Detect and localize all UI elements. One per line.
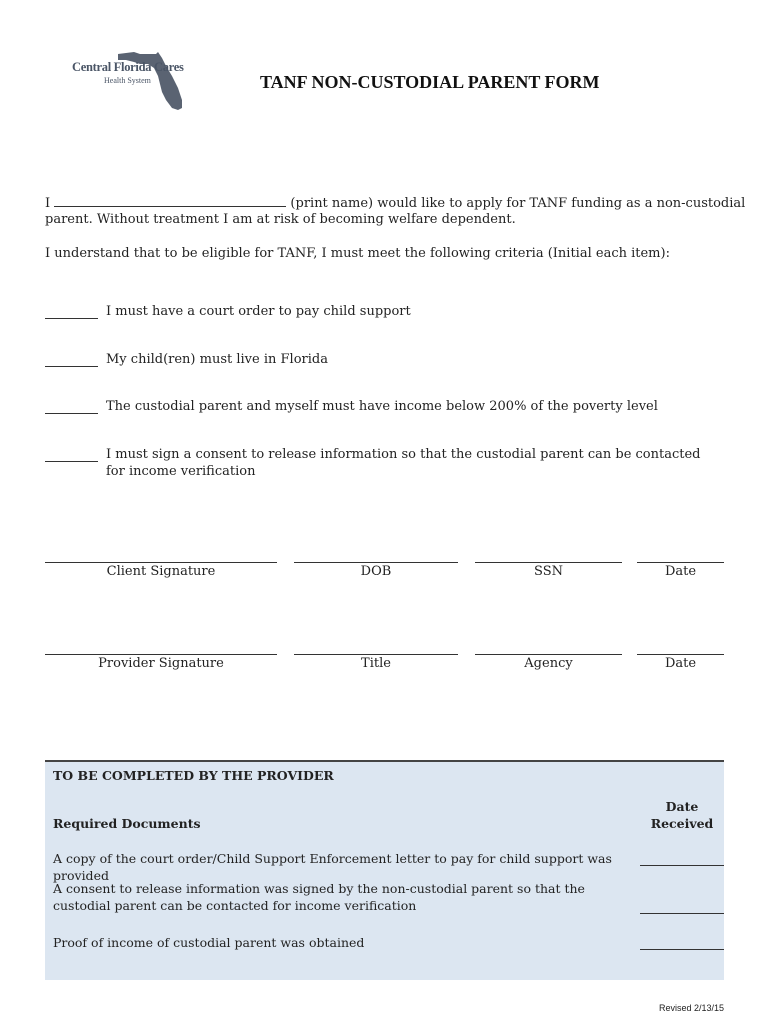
provider-date-field-1[interactable] — [640, 865, 724, 866]
criteria-item-4: I must sign a consent to release information so that the custodial parent can be contacted for income verification — [106, 447, 701, 479]
criteria-item-1: I must have a court order to pay child support — [106, 304, 411, 319]
intro-suffix: (print name) would like to apply for TANF funding as a non-custodial — [290, 196, 746, 211]
ssn-label: SSN — [534, 564, 563, 579]
ssn-line[interactable] — [475, 562, 622, 563]
client-signature-label: Client Signature — [106, 564, 216, 579]
client-signature-line[interactable] — [45, 562, 277, 563]
agency-line[interactable] — [475, 654, 622, 655]
provider-item-3: Proof of income of custodial parent was obtained — [53, 935, 365, 950]
title-line[interactable] — [294, 654, 458, 655]
provider-item-2: A consent to release information was signed by the non-custodial parent so that the custodial parent can be contacted for income verification — [53, 881, 585, 913]
initial-field-4[interactable] — [45, 461, 98, 462]
provider-date-field-3[interactable] — [640, 949, 724, 950]
intro-line-1 — [45, 194, 746, 212]
intro-line-2: parent. Without treatment I am at risk of becoming welfare dependent. — [45, 212, 516, 227]
intro-prefix: I — [45, 196, 51, 211]
initial-field-2[interactable] — [45, 366, 98, 367]
initial-field-3[interactable] — [45, 413, 98, 414]
revised-date: Revised 2/13/15 — [658, 1003, 724, 1013]
dob-line[interactable] — [294, 562, 458, 563]
logo-name: Central Florida Cares — [72, 60, 184, 74]
provider-section — [45, 760, 724, 980]
provider-heading: TO BE COMPLETED BY THE PROVIDER — [53, 768, 334, 783]
provider-date-field-2[interactable] — [640, 913, 724, 914]
initial-field-1[interactable] — [45, 318, 98, 319]
client-date-line[interactable] — [637, 562, 724, 563]
client-date-label: Date — [664, 564, 697, 579]
dob-label: DOB — [360, 564, 392, 579]
agency-label: Agency — [524, 656, 573, 671]
logo — [68, 42, 188, 122]
date-received-label: Date Received — [650, 799, 714, 831]
provider-signature-label: Provider Signature — [98, 656, 224, 671]
provider-date-line[interactable] — [637, 654, 724, 655]
page-title: TANF NON-CUSTODIAL PARENT FORM — [260, 72, 600, 92]
provider-item-1: A copy of the court order/Child Support Enforcement letter to pay for child support was provided — [53, 851, 612, 883]
criteria-item-3: The custodial parent and myself must have income below 200% of the poverty level — [106, 399, 658, 414]
criteria-item-2: My child(ren) must live in Florida — [106, 352, 328, 367]
title-label: Title — [361, 656, 391, 671]
logo-subtitle: Health System — [104, 76, 151, 85]
provider-date-label: Date — [664, 656, 697, 671]
provider-signature-line[interactable] — [45, 654, 277, 655]
criteria-intro: I understand that to be eligible for TANF, I must meet the following criteria (Initial each item): — [45, 246, 670, 261]
required-documents-label: Required Documents — [53, 816, 201, 831]
print-name-field[interactable] — [54, 194, 286, 207]
